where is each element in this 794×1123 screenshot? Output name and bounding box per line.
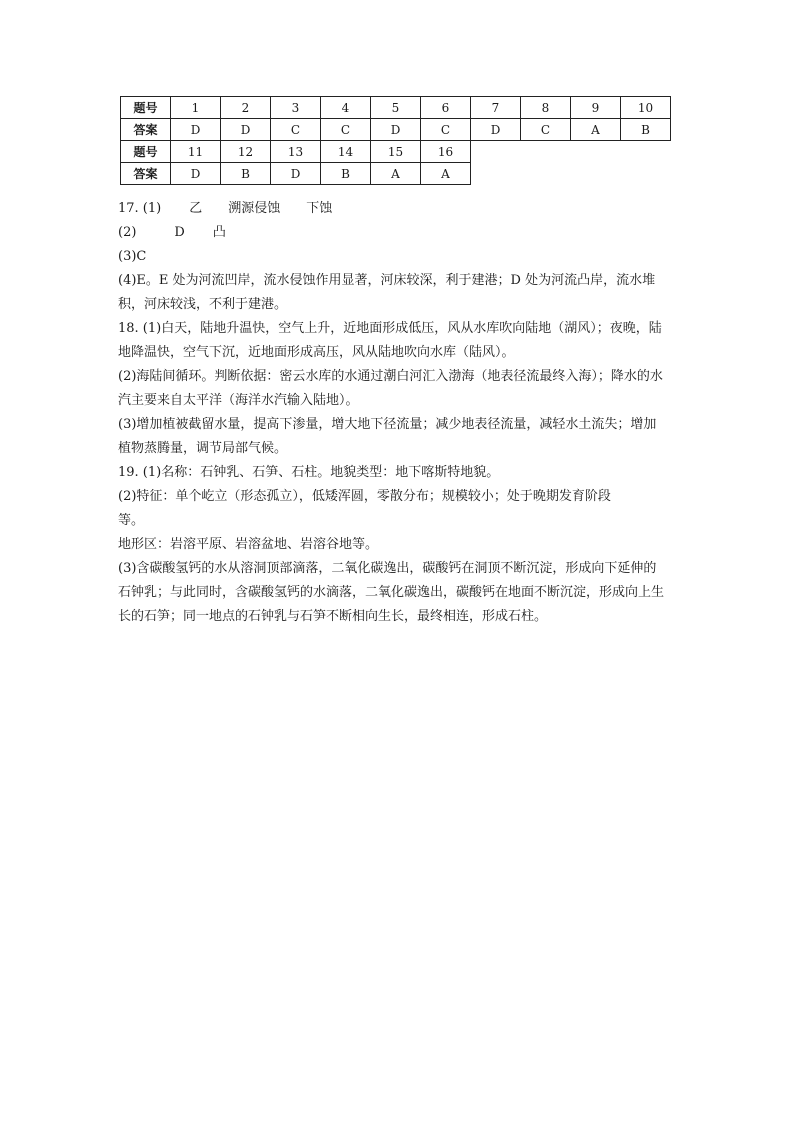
question-number: 7 bbox=[471, 97, 521, 119]
answer-cell: D bbox=[271, 163, 321, 185]
empty-cell bbox=[521, 141, 571, 163]
answer-explanations bbox=[118, 197, 666, 629]
q17-part2-answer-b: 凸 bbox=[212, 225, 226, 240]
answer-cell: B bbox=[221, 163, 271, 185]
q19-part1: 19. (1)名称：石钟乳、石笋、石柱。地貌类型：地下喀斯特地貌。 bbox=[118, 465, 500, 480]
q19-part3: (3)含碳酸氢钙的水从溶洞顶部滴落，二氧化碳逸出，碳酸钙在洞顶不断沉淀，形成向下延伸的石钟乳；与此同时，含碳酸氢钙的水滴落，二氧化碳逸出，碳酸钙在地面不断沉淀，形成向上生长的石笋；同一地点的石钟乳与石笋不断相向生长，最终相连，形成石柱。 bbox=[118, 561, 665, 624]
q18-part3: (3)增加植被截留水量，提高下渗量，增大地下径流量；减少地表径流量，减轻水土流失；增加植物蒸腾量，调节局部气候。 bbox=[118, 417, 657, 456]
answer-cell: D bbox=[171, 119, 221, 141]
question-number: 15 bbox=[371, 141, 421, 163]
q18-part1: 18. (1)白天，陆地升温快，空气上升，近地面形成低压，风从水库吹向陆地（湖风）；夜晚，陆地降温快，空气下沉，近地面形成高压，风从陆地吹向水库（陆风）。 bbox=[118, 321, 662, 360]
question-number: 10 bbox=[621, 97, 671, 119]
answer-cell: D bbox=[171, 163, 221, 185]
empty-cell bbox=[571, 163, 621, 185]
q17-part2-label: (2) bbox=[118, 225, 137, 240]
empty-cell bbox=[471, 163, 521, 185]
answer-cell: C bbox=[321, 119, 371, 141]
answer-cell: A bbox=[571, 119, 621, 141]
q19-part2: (2)特征：单个屹立（形态孤立），低矮浑圆，零散分布；规模较小；处于晚期发育阶段 bbox=[118, 489, 611, 504]
q17-answer-a: 乙 bbox=[189, 201, 203, 216]
question-number: 4 bbox=[321, 97, 371, 119]
q17-answer-b: 溯源侵蚀 bbox=[228, 201, 281, 216]
empty-cell bbox=[621, 163, 671, 185]
question-number: 12 bbox=[221, 141, 271, 163]
q17-part4: (4)E。E 处为河流凹岸，流水侵蚀作用显著，河床较深，利于建港；D 处为河流凸岸，流水堆积，河床较浅，不利于建港。 bbox=[118, 273, 656, 312]
table-row bbox=[121, 119, 671, 141]
table-row bbox=[121, 163, 671, 185]
empty-cell bbox=[621, 141, 671, 163]
answer-cell: C bbox=[521, 119, 571, 141]
row-header: 题号 bbox=[121, 141, 171, 163]
answer-cell: B bbox=[321, 163, 371, 185]
question-number: 8 bbox=[521, 97, 571, 119]
question-number: 11 bbox=[171, 141, 221, 163]
question-number: 3 bbox=[271, 97, 321, 119]
question-number: 13 bbox=[271, 141, 321, 163]
q19-landform: 地形区：岩溶平原、岩溶盆地、岩溶谷地等。 bbox=[118, 537, 379, 552]
row-header: 答案 bbox=[121, 119, 171, 141]
empty-cell bbox=[471, 141, 521, 163]
answer-cell: A bbox=[371, 163, 421, 185]
answer-cell: C bbox=[421, 119, 471, 141]
q17-part2 bbox=[118, 221, 666, 245]
answer-cell: D bbox=[221, 119, 271, 141]
row-header: 题号 bbox=[121, 97, 171, 119]
answer-table bbox=[120, 96, 671, 185]
q17-label: 17. (1) bbox=[118, 201, 162, 216]
row-header: 答案 bbox=[121, 163, 171, 185]
q18-part2: (2)海陆间循环。判断依据：密云水库的水通过潮白河汇入渤海（地表径流最终入海）；降水的水汽主要来自太平洋（海洋水汽输入陆地）。 bbox=[118, 369, 663, 408]
question-number: 9 bbox=[571, 97, 621, 119]
q17-part1 bbox=[118, 197, 666, 221]
answer-cell: D bbox=[471, 119, 521, 141]
question-number: 16 bbox=[421, 141, 471, 163]
empty-cell bbox=[521, 163, 571, 185]
answer-cell: B bbox=[621, 119, 671, 141]
answer-cell: D bbox=[371, 119, 421, 141]
q17-part2-answer-a: D bbox=[174, 225, 185, 240]
question-number: 1 bbox=[171, 97, 221, 119]
question-number: 14 bbox=[321, 141, 371, 163]
q19-part2-cont: 等。 bbox=[118, 513, 145, 528]
table-row bbox=[121, 97, 671, 119]
question-number: 5 bbox=[371, 97, 421, 119]
answer-cell: A bbox=[421, 163, 471, 185]
question-number: 6 bbox=[421, 97, 471, 119]
table-row bbox=[121, 141, 671, 163]
q17-answer-c: 下蚀 bbox=[306, 201, 333, 216]
q17-part3: (3)C bbox=[118, 249, 147, 264]
question-number: 2 bbox=[221, 97, 271, 119]
empty-cell bbox=[571, 141, 621, 163]
answer-cell: C bbox=[271, 119, 321, 141]
